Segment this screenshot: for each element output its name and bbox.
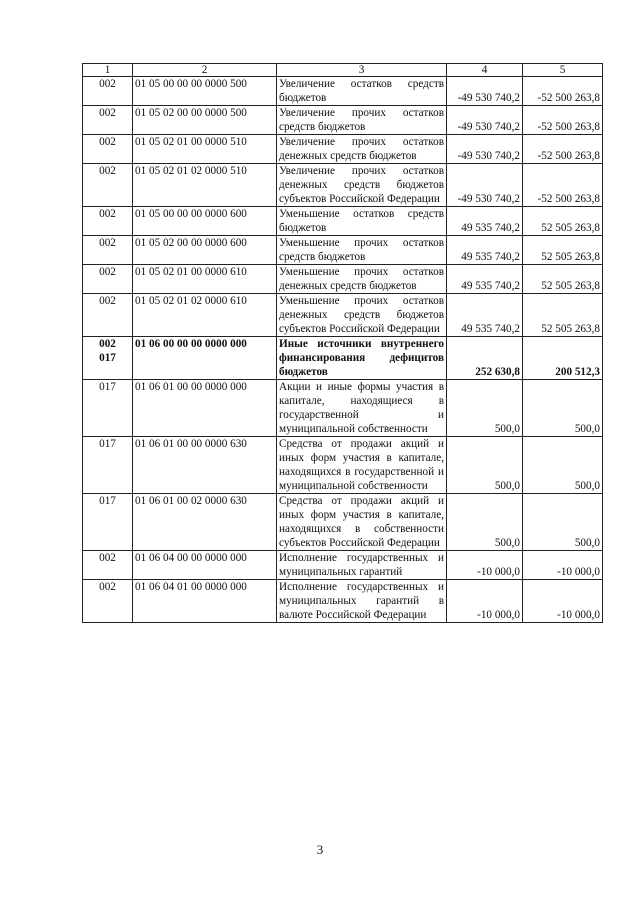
amount-year-2: 500,0	[523, 494, 603, 551]
amount-year-2: 52 505 263,8	[523, 236, 603, 265]
budget-code: 01 05 02 01 00 0000 610	[133, 265, 277, 294]
header-col-5: 5	[523, 64, 603, 77]
admin-code: 002	[83, 551, 133, 580]
header-row	[83, 64, 603, 77]
description: Уменьшение прочих остатков денежных средств бюджетов	[277, 265, 447, 294]
table-row	[83, 294, 603, 337]
admin-code: 002	[83, 580, 133, 623]
budget-code: 01 05 02 01 02 0000 610	[133, 294, 277, 337]
description: Исполнение государственных и муниципальных гарантий в валюте Российской Федерации	[277, 580, 447, 623]
description: Средства от продажи акций и иных форм участия в капитале, находящихся в собственности субъектов Российской Федерации	[277, 494, 447, 551]
budget-sources-table	[82, 63, 603, 623]
admin-code: 002	[83, 294, 133, 337]
header-col-3: 3	[277, 64, 447, 77]
amount-year-2: -10 000,0	[523, 551, 603, 580]
description: Уменьшение остатков средств бюджетов	[277, 207, 447, 236]
table-row	[83, 265, 603, 294]
header-col-1: 1	[83, 64, 133, 77]
amount-year-2: 52 505 263,8	[523, 294, 603, 337]
amount-year-2: -52 500 263,8	[523, 164, 603, 207]
description: Увеличение прочих остатков денежных средств бюджетов субъектов Российской Федерации	[277, 164, 447, 207]
table-row	[83, 494, 603, 551]
budget-code: 01 06 04 01 00 0000 000	[133, 580, 277, 623]
amount-year-1: 500,0	[447, 380, 523, 437]
budget-code: 01 06 01 00 00 0000 630	[133, 437, 277, 494]
amount-year-1: 49 535 740,2	[447, 236, 523, 265]
admin-code: 017	[83, 494, 133, 551]
description: Акции и иные формы участия в капитале, находящиеся в государственной и муниципальной собственности	[277, 380, 447, 437]
table-row-bold	[83, 337, 603, 380]
table-row	[83, 580, 603, 623]
table-row	[83, 77, 603, 106]
amount-year-1: 49 535 740,2	[447, 207, 523, 236]
admin-code: 002	[83, 265, 133, 294]
amount-year-1: -10 000,0	[447, 580, 523, 623]
description: Увеличение прочих остатков денежных средств бюджетов	[277, 135, 447, 164]
amount-year-2: 500,0	[523, 380, 603, 437]
amount-year-2: 52 505 263,8	[523, 207, 603, 236]
amount-year-2: -52 500 263,8	[523, 77, 603, 106]
amount-year-2: -52 500 263,8	[523, 106, 603, 135]
table-row	[83, 380, 603, 437]
table-row	[83, 551, 603, 580]
amount-year-2: 52 505 263,8	[523, 265, 603, 294]
budget-code: 01 05 02 00 00 0000 600	[133, 236, 277, 265]
header-col-2: 2	[133, 64, 277, 77]
table-row	[83, 207, 603, 236]
admin-code: 017	[83, 380, 133, 437]
amount-year-2: 500,0	[523, 437, 603, 494]
description: Увеличение остатков средств бюджетов	[277, 77, 447, 106]
amount-year-1: -49 530 740,2	[447, 106, 523, 135]
admin-code: 002	[83, 135, 133, 164]
table-row	[83, 164, 603, 207]
budget-code: 01 05 02 00 00 0000 500	[133, 106, 277, 135]
budget-code: 01 05 00 00 00 0000 600	[133, 207, 277, 236]
admin-code: 002	[83, 207, 133, 236]
amount-year-2: -10 000,0	[523, 580, 603, 623]
amount-year-1: -49 530 740,2	[447, 77, 523, 106]
admin-code: 002	[83, 106, 133, 135]
description: Уменьшение прочих остатков средств бюджетов	[277, 236, 447, 265]
budget-code: 01 06 01 00 02 0000 630	[133, 494, 277, 551]
admin-code: 017	[83, 437, 133, 494]
amount-year-1: 49 535 740,2	[447, 294, 523, 337]
table-row	[83, 135, 603, 164]
amount-year-1: 49 535 740,2	[447, 265, 523, 294]
table-row	[83, 437, 603, 494]
description: Увеличение прочих остатков средств бюджетов	[277, 106, 447, 135]
budget-code: 01 06 01 00 00 0000 000	[133, 380, 277, 437]
amount-year-1: -49 530 740,2	[447, 135, 523, 164]
budget-code: 01 05 00 00 00 0000 500	[133, 77, 277, 106]
header-col-4: 4	[447, 64, 523, 77]
page-number: 3	[316, 842, 324, 857]
budget-code: 01 05 02 01 02 0000 510	[133, 164, 277, 207]
budget-code: 01 06 00 00 00 0000 000	[133, 337, 277, 380]
amount-year-1: -49 530 740,2	[447, 164, 523, 207]
admin-code: 002	[83, 164, 133, 207]
amount-year-2: 200 512,3	[523, 337, 603, 380]
amount-year-1: 500,0	[447, 437, 523, 494]
amount-year-1: 500,0	[447, 494, 523, 551]
budget-code: 01 05 02 01 00 0000 510	[133, 135, 277, 164]
description: Исполнение государственных и муниципальных гарантий	[277, 551, 447, 580]
admin-code: 002 017	[83, 337, 133, 380]
table-row	[83, 236, 603, 265]
description: Иные источники внутреннего финансирования дефицитов бюджетов	[277, 337, 447, 380]
table-row	[83, 106, 603, 135]
budget-code: 01 06 04 00 00 0000 000	[133, 551, 277, 580]
description: Уменьшение прочих остатков денежных средств бюджетов субъектов Российской Федерации	[277, 294, 447, 337]
amount-year-1: -10 000,0	[447, 551, 523, 580]
admin-code: 002	[83, 77, 133, 106]
amount-year-2: -52 500 263,8	[523, 135, 603, 164]
admin-code: 002	[83, 236, 133, 265]
description: Средства от продажи акций и иных форм участия в капитале, находящихся в государственной и муниципальной собственности	[277, 437, 447, 494]
amount-year-1: 252 630,8	[447, 337, 523, 380]
